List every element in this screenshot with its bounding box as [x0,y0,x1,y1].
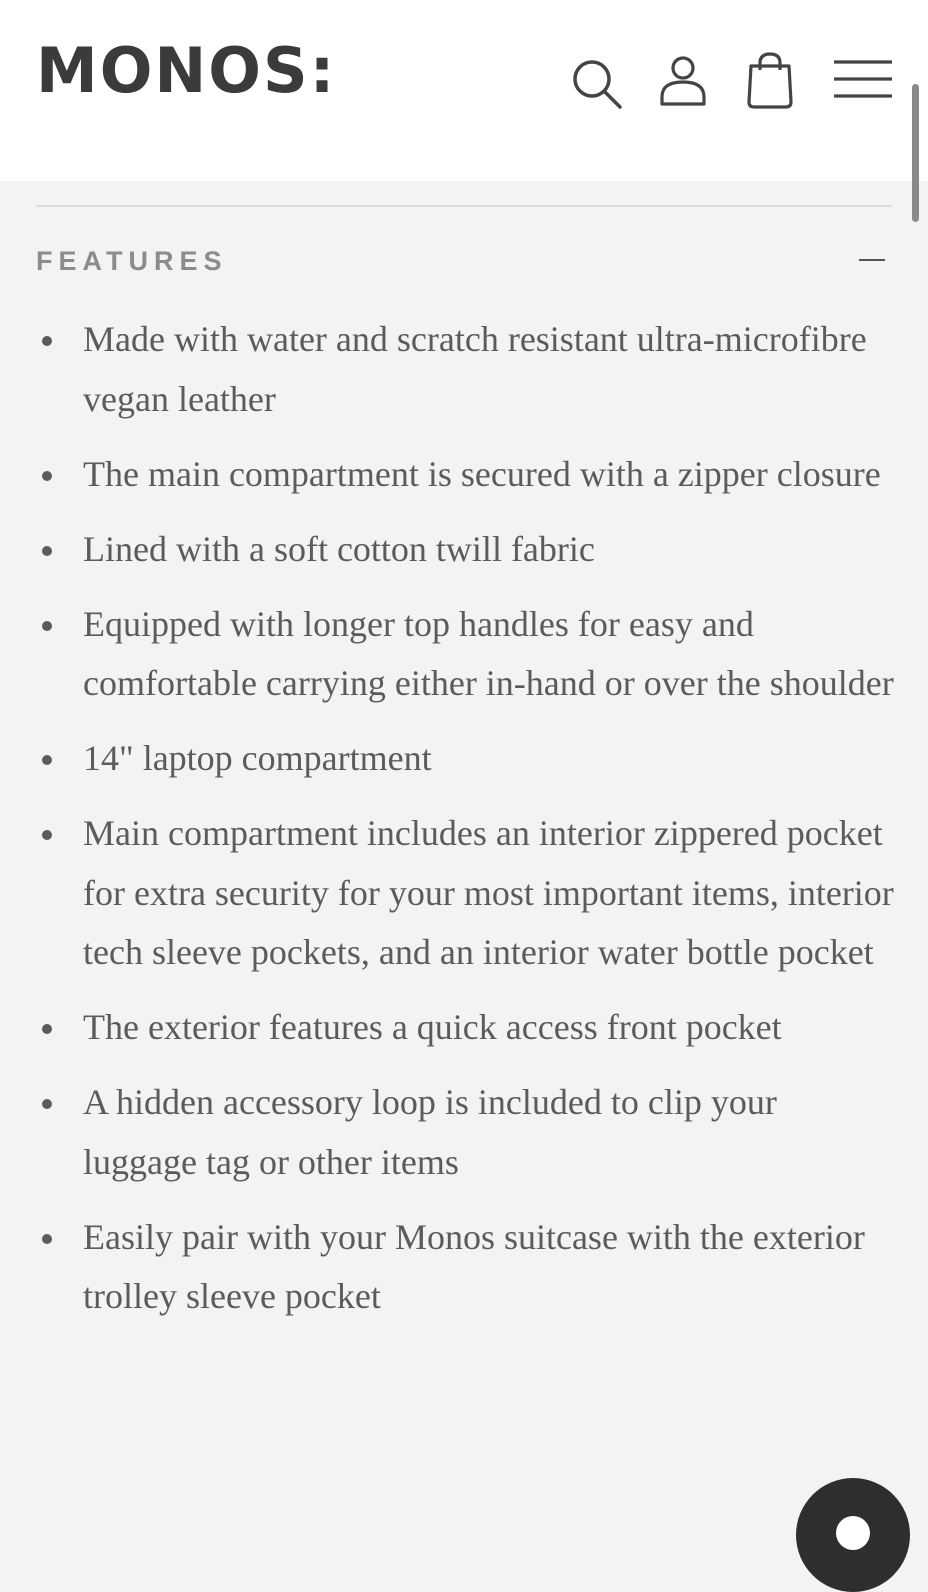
menu-icon[interactable] [832,58,894,102]
list-item [36,445,896,505]
search-icon[interactable] [570,57,624,111]
bullet-icon [42,621,52,631]
section-divider [36,205,892,207]
bullet-icon [42,830,52,840]
bullet-icon [42,1024,52,1034]
list-item [36,595,896,714]
list-item [36,998,896,1058]
list-item [36,1208,896,1327]
feature-text: Easily pair with your Monos suitcase with the exterior trolley sleeve pocket [83,1216,865,1316]
feature-text: The exterior features a quick access front pocket [83,1007,782,1047]
scrollbar[interactable] [912,84,919,222]
list-item [36,729,896,789]
shopping-bag-icon[interactable] [745,52,795,110]
list-item [36,310,896,429]
feature-text: A hidden accessory loop is included to clip your luggage tag or other items [83,1082,777,1182]
features-heading[interactable]: FEATURES [36,246,228,276]
feature-text: Main compartment includes an interior zippered pocket for extra security for your most important items, interior tech sleeve pockets, and an interior water bottle pocket [83,813,894,972]
list-item [36,804,896,983]
bullet-icon [42,1099,52,1109]
site-header [0,0,928,181]
chat-icon[interactable] [796,1478,910,1592]
feature-text: 14" laptop compartment [83,738,432,778]
collapse-minus-icon[interactable] [857,244,887,274]
feature-text: Equipped with longer top handles for easy and comfortable carrying either in-hand or over the shoulder [83,603,894,703]
list-item [36,520,896,580]
feature-text: The main compartment is secured with a zipper closure [83,453,881,494]
monos-logo[interactable]: MONOS: [36,34,337,107]
bullet-icon [42,546,52,556]
account-icon[interactable] [658,55,708,107]
list-item [36,1073,896,1192]
bullet-icon [42,336,52,346]
bullet-icon [42,755,52,765]
feature-text: Lined with a soft cotton twill fabric [83,528,595,569]
features-list [36,310,896,1342]
bullet-icon [42,471,52,481]
feature-text: Made with water and scratch resistant ultra-microfibre vegan leather [83,319,867,419]
bullet-icon [42,1234,52,1244]
